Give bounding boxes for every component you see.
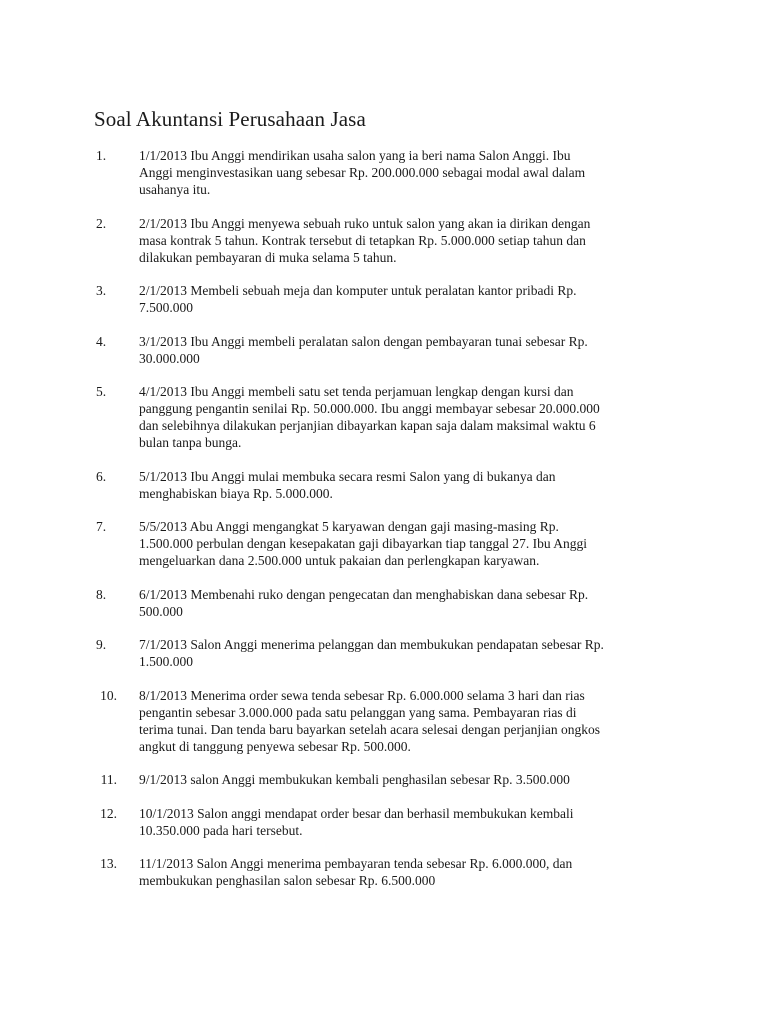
question-item xyxy=(0,687,679,755)
question-item xyxy=(0,855,679,889)
question-number: 9. xyxy=(96,637,107,652)
question-text xyxy=(139,771,679,788)
question-number: 6. xyxy=(96,468,107,484)
question-list xyxy=(0,147,768,906)
question-line: mengeluarkan dana 2.500.000 untuk pakaian dan perlengkapan karyawan. xyxy=(139,553,540,568)
question-number: 10. xyxy=(100,687,117,703)
question-text xyxy=(139,518,679,569)
question-item xyxy=(0,282,679,316)
question-line: Anggi menginvestasikan uang sebesar Rp. 200.000.000 sebagai modal awal dalam xyxy=(139,165,586,180)
question-line: usahanya itu. xyxy=(139,182,211,197)
question-line: 2/1/2013 Membeli sebuah meja dan komputer untuk peralatan kantor pribadi Rp. xyxy=(139,283,577,298)
question-line: 500.000 xyxy=(139,603,183,619)
question-number: 8. xyxy=(96,586,107,602)
question-line: 6/1/2013 Membenahi ruko dengan pengecatan dan menghabiskan dana sebesar Rp. xyxy=(139,586,589,602)
question-text xyxy=(139,468,679,502)
question-text xyxy=(139,282,679,316)
question-number: 2. xyxy=(96,215,107,231)
question-number: 7. xyxy=(96,519,107,534)
question-line: angkut di tanggung penyewa sebesar Rp. 500.000. xyxy=(139,738,411,754)
question-item xyxy=(0,805,679,839)
question-line: 1.500.000 perbulan dengan kesepakatan gaji dibayarkan tiap tanggal 27. Ibu Anggi xyxy=(139,536,587,551)
question-line: dan selebihnya dilakukan perjanjian dibayarkan kapan saja dalam maksimal waktu 6 xyxy=(139,418,596,433)
question-item xyxy=(0,468,679,502)
question-item xyxy=(0,333,679,367)
question-text xyxy=(139,333,679,367)
question-line: masa kontrak 5 tahun. Kontrak tersebut di tetapkan Rp. 5.000.000 setiap tahun dan xyxy=(139,232,586,248)
question-text xyxy=(139,855,679,889)
question-text xyxy=(139,586,679,620)
question-line: 9/1/2013 salon Anggi membukukan kembali penghasilan sebesar Rp. 3.500.000 xyxy=(139,772,570,787)
document-title: Soal Akuntansi Perusahaan Jasa xyxy=(94,107,366,131)
question-item xyxy=(0,636,679,670)
question-line: menghabiskan biaya Rp. 5.000.000. xyxy=(139,485,333,501)
question-number: 12. xyxy=(100,805,117,821)
question-line: 5/1/2013 Ibu Anggi mulai membuka secara resmi Salon yang di bukanya dan xyxy=(139,468,556,484)
question-line: 2/1/2013 Ibu Anggi menyewa sebuah ruko untuk salon yang akan ia dirikan dengan xyxy=(139,215,591,231)
question-line: 10/1/2013 Salon anggi mendapat order besar dan berhasil membukukan kembali xyxy=(139,805,574,821)
question-item xyxy=(0,771,679,788)
question-line: 7/1/2013 Salon Anggi menerima pelanggan dan membukukan pendapatan sebesar Rp. xyxy=(139,637,604,652)
question-text xyxy=(139,805,679,839)
question-item xyxy=(0,215,679,266)
question-number: 13. xyxy=(100,856,117,871)
question-text xyxy=(139,383,679,451)
question-line: 30.000.000 xyxy=(139,350,200,366)
question-line: bulan tanpa bunga. xyxy=(139,435,242,450)
question-text xyxy=(139,636,679,670)
question-line: 7.500.000 xyxy=(139,300,193,315)
question-line: membukukan penghasilan salon sebesar Rp. 6.500.000 xyxy=(139,873,436,888)
question-item xyxy=(0,147,679,198)
question-number: 4. xyxy=(96,333,107,349)
question-line: 5/5/2013 Abu Anggi mengangkat 5 karyawan dengan gaji masing-masing Rp. xyxy=(139,519,559,534)
question-line: pengantin sebesar 3.000.000 pada satu pelanggan yang sama. Pembayaran rias di xyxy=(139,704,577,720)
question-line: terima tunai. Dan tenda baru bayarkan setelah acara selesai dengan perjanjian ongkos xyxy=(139,721,601,737)
question-line: 4/1/2013 Ibu Anggi membeli satu set tenda perjamuan lengkap dengan kursi dan xyxy=(139,384,574,399)
question-line: panggung pengantin senilai Rp. 50.000.000. Ibu anggi membayar sebesar 20.000.000 xyxy=(139,401,600,416)
question-text xyxy=(139,215,679,266)
question-item xyxy=(0,586,679,620)
question-number: 3. xyxy=(96,283,107,298)
question-number: 11. xyxy=(100,772,117,787)
question-item xyxy=(0,518,679,569)
question-line: 1.500.000 xyxy=(139,654,193,669)
question-line: 8/1/2013 Menerima order sewa tenda sebesar Rp. 6.000.000 selama 3 hari dan rias xyxy=(139,687,585,703)
question-line: 10.350.000 pada hari tersebut. xyxy=(139,822,303,838)
question-text xyxy=(139,687,679,755)
question-item xyxy=(0,383,679,451)
question-text xyxy=(139,147,679,198)
question-number: 5. xyxy=(96,384,107,399)
question-line: 3/1/2013 Ibu Anggi membeli peralatan salon dengan pembayaran tunai sebesar Rp. xyxy=(139,333,588,349)
question-line: dilakukan pembayaran di muka selama 5 tahun. xyxy=(139,249,397,265)
question-line: 11/1/2013 Salon Anggi menerima pembayaran tenda sebesar Rp. 6.000.000, dan xyxy=(139,856,573,871)
question-line: 1/1/2013 Ibu Anggi mendirikan usaha salon yang ia beri nama Salon Anggi. Ibu xyxy=(139,148,571,163)
question-number: 1. xyxy=(96,148,107,163)
